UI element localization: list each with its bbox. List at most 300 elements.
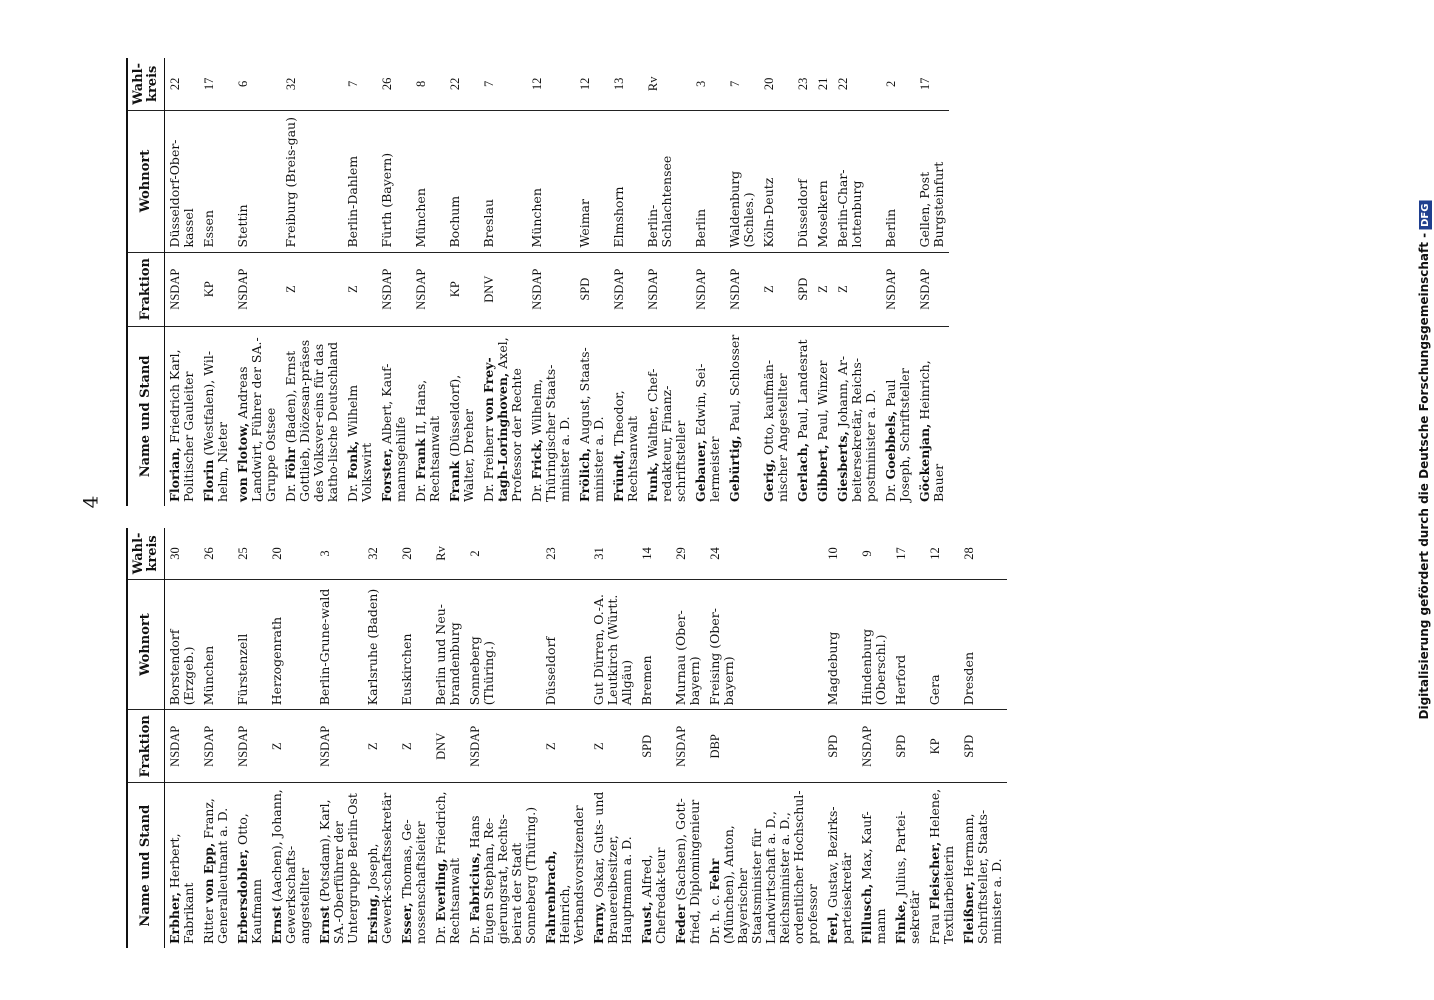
wahlkreis-cell: 20 <box>267 528 315 579</box>
surname: Giesberts, <box>835 431 850 502</box>
fraction-cell: NSDAP <box>881 252 915 326</box>
fraction-cell: Z <box>363 710 397 783</box>
wohnort-cell: Düsseldorf <box>793 110 813 252</box>
name-details: August, Staats-minister a. D. <box>577 347 606 502</box>
wahlkreis-cell: 20 <box>397 528 431 579</box>
fraction-cell: Z <box>833 252 881 326</box>
surname: Fründt, <box>611 449 626 502</box>
name-details: II, Hans, Rechtsanwalt <box>413 379 442 502</box>
fraction-cell: NSDAP <box>643 252 691 326</box>
member-name-cell <box>479 326 527 506</box>
fraction-cell: DBP <box>705 710 823 783</box>
table-row <box>165 528 200 948</box>
wahlkreis-cell: 22 <box>833 58 881 110</box>
member-name-cell <box>165 783 200 948</box>
wohnort-cell: Düsseldorf-Ober-kassel <box>165 110 200 252</box>
table-row <box>643 58 691 506</box>
wahlkreis-cell: 17 <box>891 528 925 579</box>
wahlkreis-cell: 8 <box>411 58 445 110</box>
member-name-cell <box>891 783 925 948</box>
fraction-cell: DNV <box>431 710 465 783</box>
surname: Feder <box>673 904 688 944</box>
name-details: Paul, Winzer <box>815 360 830 445</box>
name-details: Paul, Schlosser <box>727 334 742 436</box>
wahlkreis-cell: Rv <box>643 58 691 110</box>
name-details: Otto, Kaufmann <box>235 813 264 944</box>
table-row <box>465 528 541 948</box>
member-name-cell <box>643 326 691 506</box>
name-details: Alfred, Chefredak-teur <box>639 847 668 944</box>
name-details: Andreas Landwirt, Führer der SA.-Gruppe Ostsee <box>235 337 278 502</box>
name-details: Edwin, Sei-lermeister <box>693 363 722 502</box>
name-prefix: Dr. <box>467 921 482 944</box>
dfg-logo: DFG <box>1419 201 1432 230</box>
surname: Erbersdobler, <box>235 849 250 944</box>
table-row <box>833 58 881 506</box>
table-row <box>527 58 575 506</box>
member-name-cell <box>575 326 609 506</box>
name-details: Oskar, Guts- und Brauereibesitzer, Hauptmann a. D. <box>591 791 634 944</box>
wohnort-cell: Dresden <box>959 579 1007 709</box>
surname: Fahrenbrach, <box>543 850 558 944</box>
wahlkreis-cell: 7 <box>479 58 527 110</box>
table-row <box>813 58 833 506</box>
surname: Gerig, <box>761 458 776 502</box>
wohnort-cell: Düsseldorf <box>541 579 589 709</box>
wohnort-cell: Berlin <box>691 110 725 252</box>
surname: Frölich, <box>577 447 592 502</box>
wohnort-cell: Berlin-Char-lottenburg <box>833 110 881 252</box>
wahlkreis-cell: 23 <box>793 58 813 110</box>
member-name-cell <box>199 326 233 506</box>
member-name-cell <box>857 783 891 948</box>
fraction-cell: NSDAP <box>233 252 281 326</box>
digitization-text: Digitalisierung gefördert durch die Deutsche Forschungsgemeinschaft - <box>1417 232 1431 720</box>
wahlkreis-cell: 26 <box>199 528 233 579</box>
fraction-cell: Z <box>397 710 431 783</box>
table-row <box>267 528 315 948</box>
member-name-cell <box>363 783 397 948</box>
member-name-cell <box>637 783 671 948</box>
fraction-cell: NSDAP <box>609 252 643 326</box>
surname: Esser, <box>399 902 414 944</box>
table-row <box>915 58 949 506</box>
fraction-cell: Z <box>759 252 793 326</box>
surname: Gerlach, <box>795 442 810 502</box>
wohnort-cell: München <box>199 579 233 709</box>
name-details: (Aachen), Johann, Gewerkschafts-angestellter <box>269 789 312 944</box>
wohnort-cell: Gellen, Post Burgsteinfurt <box>915 110 949 252</box>
surname: Florian, <box>167 447 182 502</box>
wahlkreis-cell: 26 <box>377 58 411 110</box>
wohnort-cell: Magdeburg <box>823 579 857 709</box>
surname: Ferl, <box>825 912 840 944</box>
member-name-cell <box>431 783 465 948</box>
wohnort-cell: Bochum <box>445 110 479 252</box>
table-row <box>541 528 589 948</box>
table-row <box>671 528 705 948</box>
table-row <box>691 58 725 506</box>
surname: von Frey-tagh-Loringhoven, <box>481 357 510 502</box>
member-name-cell <box>671 783 705 948</box>
fraction-cell: NSDAP <box>315 710 363 783</box>
wohnort-cell: Berlin <box>881 110 915 252</box>
wahlkreis-cell: 17 <box>199 58 233 110</box>
name-details: Thomas, Ge-nossenschaftsleiter <box>399 819 428 944</box>
name-prefix: Ritter <box>201 903 216 944</box>
wohnort-cell: Herzogenrath <box>267 579 315 709</box>
member-name-cell <box>165 326 200 506</box>
name-details: (Baden), Ernst Gottlieb, Diözesan-präses des Volksver-eins für das katho-lische Deutschland <box>283 339 340 502</box>
wahlkreis-cell: 2 <box>881 58 915 110</box>
fraction-cell: Z <box>267 710 315 783</box>
fraction-cell: SPD <box>793 252 813 326</box>
surname: Frank <box>447 460 462 502</box>
table-row <box>281 58 343 506</box>
table-row <box>199 528 233 948</box>
member-name-cell <box>527 326 575 506</box>
table-row <box>377 58 411 506</box>
name-details: Paul Joseph, Schriftsteller <box>883 368 912 502</box>
table-row <box>705 528 823 948</box>
register-table <box>126 58 949 506</box>
name-prefix: Dr. <box>345 479 360 502</box>
name-details: Franz, Generalleutnant a. D. <box>201 798 230 944</box>
register-table <box>126 528 1007 948</box>
column-header-wahlkreis: Wahl-kreis <box>127 528 165 579</box>
column-header-fraction: Fraktion <box>127 710 165 783</box>
member-name-cell <box>411 326 445 506</box>
table-row <box>233 528 267 948</box>
name-details: Joseph, Gewerk-schaftssekretär <box>365 792 394 944</box>
name-details: Wilhelm, Thüringischer Staats-minister a. D. <box>529 364 572 502</box>
surname: Faust, <box>639 901 654 944</box>
surname: Ernst <box>317 905 332 944</box>
wahlkreis-cell: 32 <box>363 528 397 579</box>
table-row <box>637 528 671 948</box>
wohnort-cell: Fürstenzell <box>233 579 267 709</box>
member-name-cell <box>823 783 857 948</box>
member-name-cell <box>315 783 363 948</box>
fraction-cell: NSDAP <box>233 710 267 783</box>
wohnort-cell: Bremen <box>637 579 671 709</box>
table-row <box>857 528 891 948</box>
name-details: (Westfalen), Wil-helm, Nieter <box>201 350 230 502</box>
wahlkreis-cell: 9 <box>857 528 891 579</box>
surname: Ersing, <box>365 893 380 944</box>
table-row <box>759 58 793 506</box>
name-details: Theodor, Rechtsanwalt <box>611 390 640 502</box>
surname: von Epp, <box>201 842 216 904</box>
table-row <box>925 528 959 948</box>
surname: Ernst <box>269 905 284 944</box>
wohnort-cell: München <box>411 110 445 252</box>
fraction-cell: NSDAP <box>527 252 575 326</box>
name-details: Wilhelm Volkswirt <box>345 384 374 502</box>
fraction-cell: Z <box>813 252 833 326</box>
name-prefix: Dr. <box>529 479 544 502</box>
member-name-cell <box>793 326 813 506</box>
member-name-cell <box>691 326 725 506</box>
table-row <box>315 528 363 948</box>
wohnort-cell: Berlin-Grune-wald <box>315 579 363 709</box>
wohnort-cell: Stettin <box>233 110 281 252</box>
column-header-wohnort: Wohnort <box>127 579 165 709</box>
wahlkreis-cell: 17 <box>915 58 949 110</box>
name-details: Hermann, Schriftsteller, Staats-minister a. D. <box>961 809 1004 944</box>
name-details: Julius, Partei-sekretär <box>893 810 922 944</box>
wahlkreis-cell: 24 <box>705 528 823 579</box>
wohnort-cell: Herford <box>891 579 925 709</box>
wahlkreis-cell: 29 <box>671 528 705 579</box>
table-row <box>725 58 759 506</box>
table-header-row <box>127 528 165 948</box>
surname: Fabricius, <box>467 852 482 922</box>
table-row <box>445 58 479 506</box>
fraction-cell: SPD <box>891 710 925 783</box>
member-name-cell <box>959 783 1007 948</box>
surname: Frick, <box>529 438 544 480</box>
wahlkreis-cell: 10 <box>823 528 857 579</box>
member-name-cell <box>233 326 281 506</box>
member-name-cell <box>609 326 643 506</box>
name-details: Axel, Professor der Rechte <box>495 337 524 502</box>
member-name-cell <box>705 783 823 948</box>
table-row <box>431 528 465 948</box>
wohnort-cell: Berlin-Dahlem <box>343 110 377 252</box>
fraction-cell: KP <box>445 252 479 326</box>
wohnort-cell: Gera <box>925 579 959 709</box>
wohnort-cell: Breslau <box>479 110 527 252</box>
table-row <box>165 58 200 506</box>
wohnort-cell: Moselkern <box>813 110 833 252</box>
surname: Gibbert, <box>815 444 830 502</box>
member-name-cell <box>199 783 233 948</box>
member-name-cell <box>813 326 833 506</box>
wohnort-cell: Elmshorn <box>609 110 643 252</box>
member-name-cell <box>725 326 759 506</box>
table-row <box>589 528 637 948</box>
name-details: (München), Anton, Bayerischer Staatsminister für Landwirtschaft a. D., Reichsminister a. D., ordentlicher Hochschul-professor <box>721 790 820 944</box>
fraction-cell: NSDAP <box>915 252 949 326</box>
name-details: Albert, Kauf-mannsgehilfe <box>379 363 408 502</box>
name-prefix: Dr. <box>283 479 298 502</box>
member-name-cell <box>541 783 589 948</box>
fraction-cell: Z <box>541 710 589 783</box>
column-header-wahlkreis: Wahl-kreis <box>127 58 165 110</box>
wahlkreis-cell: 22 <box>165 58 200 110</box>
surname: Fehr <box>707 858 722 891</box>
wahlkreis-cell: 6 <box>233 58 281 110</box>
table-row <box>575 58 609 506</box>
name-details: Heinrich, Verbandsvorsitzender <box>557 805 586 944</box>
name-details: Friedrich, Rechtsanwalt <box>433 791 462 944</box>
surname: Göckenjan, <box>917 423 932 502</box>
fraction-cell: SPD <box>637 710 671 783</box>
name-prefix: Dr. h. c. <box>707 890 722 944</box>
fraction-cell: NSDAP <box>671 710 705 783</box>
wahlkreis-cell: Rv <box>431 528 465 579</box>
fraction-cell: NSDAP <box>411 252 445 326</box>
wahlkreis-cell: 28 <box>959 528 1007 579</box>
surname: Fleißner, <box>961 881 976 944</box>
table-row <box>233 58 281 506</box>
member-name-cell <box>397 783 431 948</box>
wahlkreis-cell: 13 <box>609 58 643 110</box>
fraction-cell: Z <box>281 252 343 326</box>
wohnort-cell: Karlsruhe (Baden) <box>363 579 397 709</box>
name-details: Gustav, Bezirks-parteisekretär <box>825 806 854 944</box>
fraction-cell: DNV <box>479 252 527 326</box>
table-row <box>823 528 857 948</box>
wahlkreis-cell: 25 <box>233 528 267 579</box>
table-row <box>959 528 1007 948</box>
column-header-wohnort: Wohnort <box>127 110 165 252</box>
name-details: Heinrich, Bauer <box>917 360 946 502</box>
digitization-note <box>1417 201 1431 720</box>
wohnort-cell: Weimar <box>575 110 609 252</box>
wahlkreis-cell: 23 <box>541 528 589 579</box>
surname: Funk, <box>645 462 660 502</box>
surname: Goebbels, <box>883 410 898 480</box>
name-prefix: Dr. <box>433 921 448 944</box>
wohnort-cell: Freiburg (Breis-gau) <box>281 110 343 252</box>
table-row <box>479 58 527 506</box>
table-body <box>165 58 950 506</box>
fraction-cell: SPD <box>823 710 857 783</box>
member-name-cell <box>377 326 411 506</box>
fraction-cell: KP <box>199 252 233 326</box>
table-row <box>609 58 643 506</box>
member-name-cell <box>343 326 377 506</box>
member-name-cell <box>267 783 315 948</box>
member-name-cell <box>233 783 267 948</box>
member-name-cell <box>589 783 637 948</box>
name-details: (Potsdam), Karl, SA.-Oberführer der Untergruppe Berlin-Ost <box>317 793 360 944</box>
wahlkreis-cell: 12 <box>575 58 609 110</box>
member-name-cell <box>759 326 793 506</box>
member-table-left <box>126 528 1007 948</box>
wahlkreis-cell: 20 <box>759 58 793 110</box>
wohnort-cell: Gut Dürren, O.-A. Leutkirch (Württ. Allgäu) <box>589 579 637 709</box>
name-prefix: Dr. <box>413 479 428 502</box>
fraction-cell: NSDAP <box>199 710 233 783</box>
wahlkreis-cell: 3 <box>691 58 725 110</box>
table-row <box>397 528 431 948</box>
surname: Gebauer, <box>693 439 708 502</box>
name-details: Hans Eugen Stephan, Re-gierungsrat, Rechts-beirat der Stadt Sonneberg (Thüring.) <box>467 806 538 944</box>
fraction-cell: Z <box>589 710 637 783</box>
table-row <box>891 528 925 948</box>
wohnort-cell: Murnau (Ober-bayern) <box>671 579 705 709</box>
name-details: Paul, Landesrat <box>795 339 810 443</box>
wohnort-cell: Freising (Ober-bayern) <box>705 579 823 709</box>
wahlkreis-cell: 21 <box>813 58 833 110</box>
surname: Farny, <box>591 901 606 944</box>
surname: Fleischer, <box>927 841 942 910</box>
table-row <box>363 528 397 948</box>
surname: Föhr <box>283 447 298 480</box>
page-number: 4 <box>78 495 103 509</box>
fraction-cell: NSDAP <box>165 710 200 783</box>
table-body <box>165 528 1008 948</box>
surname: Gebürtig, <box>727 435 742 502</box>
wohnort-cell: Hindenburg (Oberschl.) <box>857 579 891 709</box>
name-details: Friedrich Karl, Politischer Gauleiter <box>167 349 196 502</box>
name-prefix: Dr. Freiherr <box>481 422 496 502</box>
wohnort-cell: Essen <box>199 110 233 252</box>
column-header-name: Name und Stand <box>127 326 165 506</box>
table-row <box>411 58 445 506</box>
name-details: Max, Kauf-mann <box>859 811 888 944</box>
wohnort-cell: Berlin-Schlachtensee <box>643 110 691 252</box>
wahlkreis-cell: 7 <box>343 58 377 110</box>
table-header-row <box>127 58 165 506</box>
member-name-cell <box>915 326 949 506</box>
member-name-cell <box>465 783 541 948</box>
wohnort-cell: Berlin und Neu-brandenburg <box>431 579 465 709</box>
surname: Florin <box>201 459 216 502</box>
fraction-cell: Z <box>343 252 377 326</box>
name-prefix: Frau <box>927 909 942 944</box>
fraction-cell: NSDAP <box>857 710 891 783</box>
wahlkreis-cell: 7 <box>725 58 759 110</box>
name-prefix: Dr. <box>883 479 898 502</box>
wahlkreis-cell: 22 <box>445 58 479 110</box>
surname: Frank <box>413 438 428 480</box>
member-table-right <box>126 58 949 506</box>
wahlkreis-cell: 32 <box>281 58 343 110</box>
wohnort-cell: Sonneberg (Thüring.) <box>465 579 541 709</box>
wohnort-cell: Fürth (Bayern) <box>377 110 411 252</box>
fraction-cell: SPD <box>575 252 609 326</box>
table-row <box>343 58 377 506</box>
name-details: Otto, kaufmän-nischer Angestellter <box>761 359 790 502</box>
fraction-cell: NSDAP <box>377 252 411 326</box>
wahlkreis-cell: 12 <box>925 528 959 579</box>
fraction-cell: SPD <box>959 710 1007 783</box>
surname: Erbher, <box>167 892 182 944</box>
wahlkreis-cell: 30 <box>165 528 200 579</box>
surname: Forster, <box>379 448 394 502</box>
column-header-name: Name und Stand <box>127 783 165 948</box>
fraction-cell: NSDAP <box>691 252 725 326</box>
name-details: Herbert, Fabrikant <box>167 833 196 944</box>
table-row <box>793 58 813 506</box>
wahlkreis-cell: 3 <box>315 528 363 579</box>
column-header-fraction: Fraktion <box>127 252 165 326</box>
name-details: Walther, Chef-redakteur, Finanz-schriftsteller <box>645 368 688 502</box>
wohnort-cell: Euskirchen <box>397 579 431 709</box>
member-name-cell <box>281 326 343 506</box>
surname: Fillusch, <box>859 883 874 944</box>
surname: von Flotow, <box>235 422 250 502</box>
surname: Finke, <box>893 900 908 944</box>
fraction-cell: NSDAP <box>465 710 541 783</box>
wahlkreis-cell: 2 <box>465 528 541 579</box>
fraction-cell: NSDAP <box>725 252 759 326</box>
wohnort-cell: München <box>527 110 575 252</box>
surname: Fonk, <box>345 440 360 480</box>
wahlkreis-cell: 14 <box>637 528 671 579</box>
fraction-cell: NSDAP <box>165 252 200 326</box>
surname: Everling, <box>433 858 448 922</box>
member-name-cell <box>925 783 959 948</box>
wahlkreis-cell: 12 <box>527 58 575 110</box>
table-row <box>881 58 915 506</box>
name-details: (Düsseldorf), Walter, Dreher <box>447 374 476 502</box>
name-details: Johann, Ar-beitersekretär, Reichs-postminister a. D. <box>835 355 878 502</box>
